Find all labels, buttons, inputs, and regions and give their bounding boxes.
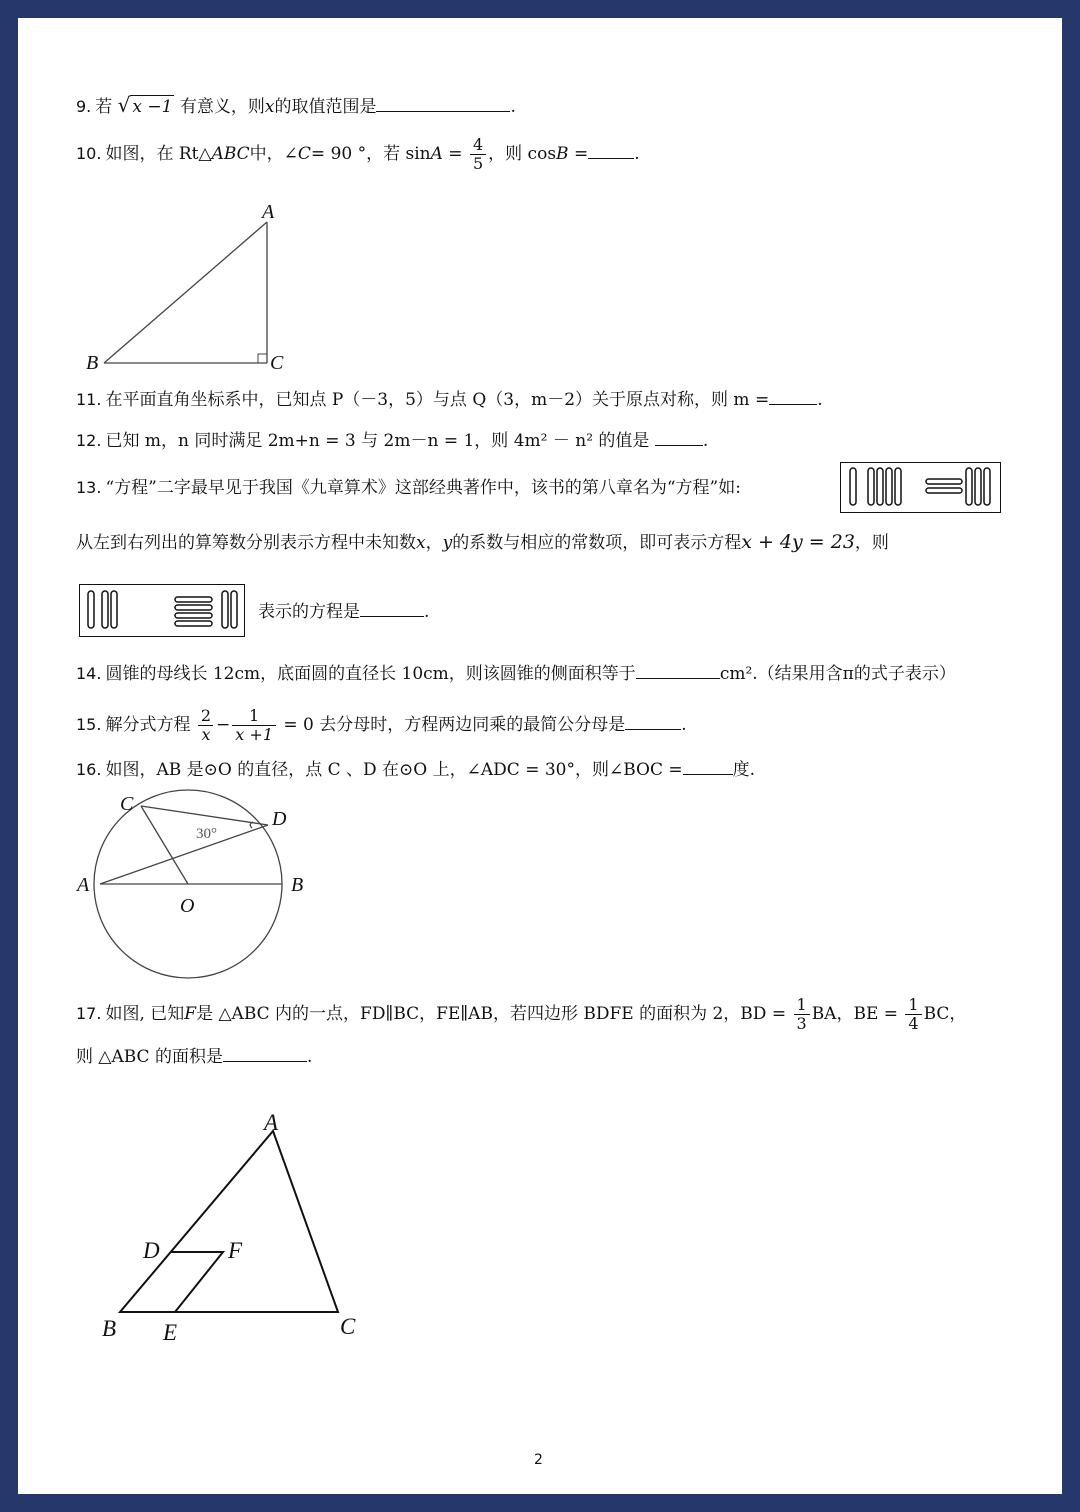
- point-label-b: B: [291, 874, 304, 896]
- question-text: ，则 cos: [488, 144, 557, 164]
- variable: y: [442, 533, 453, 553]
- answer-blank[interactable]: [636, 662, 720, 679]
- question-text: 已知 m，n 同时满足 2m+n = 3 与 2m－n = 1，则 4m² － n² 的值是: [105, 431, 650, 451]
- angle-label: 30°: [196, 826, 217, 842]
- page-number: 2: [534, 1452, 543, 1468]
- counting-rods-example: [840, 462, 1001, 513]
- vertex-label: A: [430, 144, 443, 164]
- vertex-label: C: [297, 144, 311, 164]
- question-number: 16.: [76, 760, 102, 779]
- question-17-line-2: [76, 1045, 312, 1068]
- circle-figure: [70, 788, 330, 988]
- punctuation: .: [634, 144, 640, 164]
- fraction: [232, 707, 276, 744]
- question-14: [76, 662, 956, 685]
- worksheet-page: [18, 18, 1062, 1494]
- vertex-label-c: C: [340, 1314, 356, 1339]
- fraction: [905, 996, 921, 1033]
- question-13-line-2: [76, 531, 889, 554]
- unit: cm²: [719, 664, 753, 684]
- fraction: [794, 996, 810, 1033]
- answer-blank[interactable]: [360, 600, 424, 617]
- vertex-label-a: A: [262, 201, 275, 223]
- question-text: 如图，在 Rt△: [105, 144, 212, 164]
- counting-rods-question-glyphs: [80, 585, 243, 635]
- question-number: 15.: [76, 715, 102, 734]
- parallelogram-bdfe: [171, 1252, 223, 1312]
- question-text: 的取值范围是: [274, 97, 377, 117]
- point-label-d: D: [143, 1238, 160, 1263]
- punctuation: .: [817, 390, 823, 410]
- vertex-label-b: B: [102, 1316, 117, 1341]
- point-label-f: F: [228, 1238, 243, 1263]
- numerator: 1: [249, 706, 260, 725]
- answer-blank[interactable]: [376, 95, 510, 112]
- vertex-label-c: C: [270, 352, 284, 374]
- answer-blank[interactable]: [625, 713, 681, 730]
- right-angle-mark: [258, 354, 267, 363]
- question-9: [76, 94, 516, 118]
- question-text: = 0 去分母时，方程两边同乘的最简公分母是: [283, 715, 626, 735]
- fraction: [198, 707, 214, 744]
- question-12: [76, 429, 708, 452]
- punctuation: .: [702, 431, 709, 451]
- denominator: 4: [905, 1014, 921, 1033]
- question-text: ，则: [854, 533, 889, 553]
- question-text: 在平面直角坐标系中，已知点 P（－3，5）与点 Q（3，m－2）关于原点对称，则 m =: [105, 390, 770, 410]
- question-text: 是 △ABC 内的一点，FD∥BC，FE∥AB，若四边形 BDFE 的面积为 2，BD =: [196, 1004, 787, 1024]
- question-number: 9.: [76, 97, 92, 116]
- answer-blank[interactable]: [223, 1045, 307, 1062]
- question-text: .（结果用含π的式子表示）: [752, 664, 956, 684]
- punctuation: .: [681, 715, 687, 735]
- numerator: 2: [200, 706, 212, 725]
- answer-blank[interactable]: [588, 142, 634, 159]
- vertex-label-a: A: [264, 1110, 279, 1135]
- punctuation: .: [424, 602, 430, 622]
- question-15: [76, 707, 687, 744]
- question-number: 10.: [76, 144, 102, 163]
- question-text: 中，∠: [249, 144, 298, 164]
- numerator: 1: [796, 995, 807, 1014]
- counting-rods-example-glyphs: [841, 463, 999, 511]
- question-text: BC，: [923, 1004, 967, 1024]
- point-label-c: C: [120, 793, 134, 815]
- question-number: 11.: [76, 390, 102, 409]
- denominator: 3: [794, 1014, 810, 1033]
- radicand: x −1: [132, 97, 173, 117]
- question-10: [76, 136, 640, 173]
- fraction: [470, 136, 486, 173]
- question-text: 表示的方程是: [258, 602, 360, 622]
- question-text: “方程”二字最早见于我国《九章算术》这部经典著作中，该书的第八章名为“方程”如:: [105, 478, 741, 498]
- vertex-label-b: B: [86, 352, 99, 374]
- question-number: 14.: [76, 664, 102, 683]
- denominator: x +1: [232, 725, 276, 744]
- segment-oc: [141, 806, 188, 884]
- punctuation: ，: [425, 533, 443, 553]
- triangle-name: ABC: [211, 144, 250, 164]
- operator: −: [216, 715, 231, 735]
- question-number: 17.: [76, 1004, 102, 1023]
- point-label-d: D: [272, 808, 287, 830]
- point-label-a: A: [77, 874, 90, 896]
- counting-rods-question: [79, 584, 245, 637]
- answer-blank[interactable]: [769, 388, 817, 405]
- numerator: 4: [472, 135, 484, 154]
- punctuation: .: [510, 97, 516, 117]
- question-text: = 90 °，若 sin: [310, 144, 431, 164]
- triangle-bdfe-figure: [88, 1108, 388, 1378]
- equation: x + 4y = 23: [741, 531, 855, 553]
- variable: x: [416, 533, 426, 553]
- point-label-e: E: [163, 1320, 178, 1345]
- question-text: BA，BE =: [811, 1004, 899, 1024]
- variable: x: [264, 97, 275, 117]
- punctuation: .: [306, 1047, 313, 1067]
- question-text: 圆锥的母线长 12cm，底面圆的直径长 10cm，则该圆锥的侧面积等于: [105, 664, 636, 684]
- question-text: 如图, 已知: [105, 1004, 185, 1024]
- denominator: x: [198, 725, 213, 744]
- question-text: 从左到右列出的算筹数分别表示方程中未知数: [76, 533, 416, 553]
- question-text: =: [442, 144, 463, 164]
- sqrt-sign: √: [117, 93, 131, 117]
- denominator: 5: [470, 154, 486, 173]
- punctuation: 度.: [732, 760, 756, 780]
- question-text: 的系数与相应的常数项，即可表示方程: [452, 533, 742, 553]
- point-label-o: O: [180, 895, 195, 917]
- question-text: 解分式方程: [105, 715, 191, 735]
- question-13-line-1: [76, 477, 741, 499]
- answer-blank[interactable]: [683, 758, 733, 775]
- question-17-line-1: [76, 996, 966, 1033]
- question-text: 有意义，则: [179, 97, 265, 117]
- question-text: 若: [95, 97, 113, 117]
- question-text: 如图，AB 是⊙O 的直径，点 C 、D 在⊙O 上，∠ADC = 30°，则∠BOC =: [105, 760, 683, 780]
- question-number: 13.: [76, 478, 102, 497]
- question-text: 则 △ABC 的面积是: [76, 1047, 223, 1067]
- numerator: 1: [908, 995, 919, 1014]
- triangle-abc: [120, 1131, 338, 1312]
- vertex-label: B: [556, 144, 569, 164]
- point-name: F: [184, 1004, 197, 1024]
- question-11: [76, 388, 823, 411]
- right-triangle-figure: [78, 198, 318, 373]
- question-13-line-3: [258, 600, 429, 623]
- question-number: 12.: [76, 431, 102, 450]
- question-text: =: [568, 144, 589, 164]
- question-16: [76, 758, 755, 781]
- answer-blank[interactable]: [655, 429, 703, 446]
